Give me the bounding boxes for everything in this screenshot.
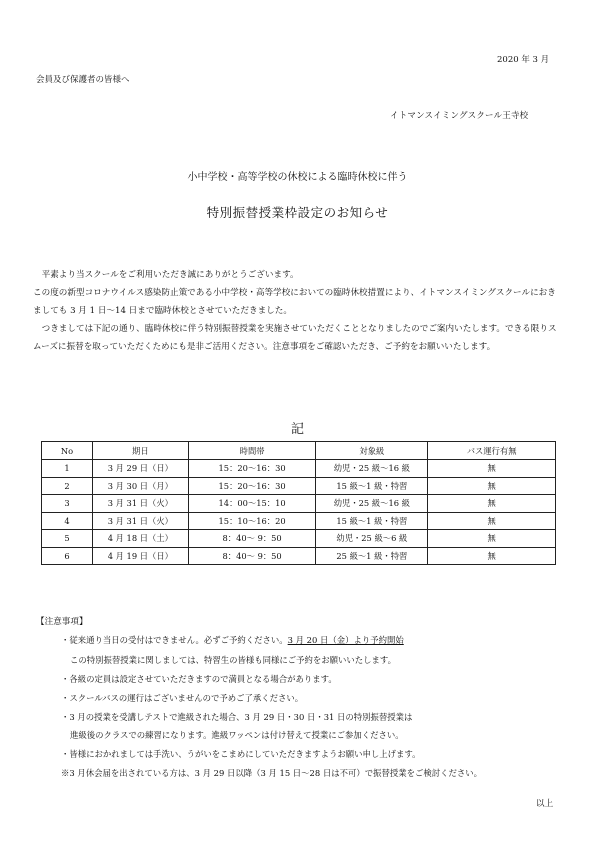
- note-item-4-continued: 進級後のクラスでの練習になります。進級ワッペンは付け替えて授業にご参加ください。: [70, 730, 404, 740]
- closing-mark: 以上: [536, 799, 554, 809]
- cell-level: 幼児・25 級～16 級: [316, 495, 428, 513]
- cell-date: 3 月 31 日（火）: [92, 495, 188, 513]
- table-row: [42, 477, 556, 495]
- cell-time: 15：20～16：30: [188, 460, 316, 478]
- cell-time: 8：40～ 9：50: [188, 547, 316, 565]
- notes-heading: 【注意事項】: [36, 617, 88, 627]
- cell-no: 5: [42, 530, 93, 548]
- body-paragraph-3: [33, 320, 563, 356]
- cell-level: 25 級～1 級・特習: [316, 547, 428, 565]
- cell-bus: 無: [428, 512, 556, 530]
- table-row: [42, 547, 556, 565]
- cell-bus: 無: [428, 530, 556, 548]
- cell-date: 4 月 19 日（日）: [92, 547, 188, 565]
- table-row: [42, 495, 556, 513]
- document-date: 2020 年 3 月: [497, 55, 550, 65]
- cell-bus: 無: [428, 547, 556, 565]
- cell-bus: 無: [428, 460, 556, 478]
- cell-time: 15：10～16：20: [188, 512, 316, 530]
- table-header-row: [42, 442, 556, 460]
- header-level: 対象級: [316, 442, 428, 460]
- note-item-6: ※3 月休会届を出されている方は、3 月 29 日以降（3 月 15 日～28 日は不可）で振替授業をご検討ください。: [61, 768, 483, 778]
- body-paragraph-1-text: 平素より当スクールをご利用いただき誠にありがとうございます。: [41, 270, 299, 280]
- note-item-1: [61, 634, 404, 646]
- cell-no: 4: [42, 512, 93, 530]
- cell-date: 4 月 18 日（土）: [92, 530, 188, 548]
- cell-time: 14：00～15：10: [188, 495, 316, 513]
- cell-level: 幼児・25 級～6 級: [316, 530, 428, 548]
- note-item-1-text: ・従来通り当日の受付はできません。必ずご予約ください。: [61, 635, 288, 645]
- header-bus: バス運行有無: [428, 442, 556, 460]
- cell-no: 3: [42, 495, 93, 513]
- note-item-1-continued: この特別振替授業に関しましては、特習生の皆様も同様にご予約をお願いいたします。: [70, 655, 396, 665]
- cell-date: 3 月 31 日（火）: [92, 512, 188, 530]
- body-paragraph-3-text: つきましては下記の通り、臨時休校に伴う特別振替授業を実施させていただくこととなりましたのでご案内いたします。できる限りスムーズに振替を取っていただくためにも是非ご活用ください。注意事項をご確認いただき、ご予約をお願いいたします。: [33, 324, 557, 352]
- reservation-start-date: 3 月 20 日（金）より予約開始: [287, 635, 404, 645]
- cell-no: 2: [42, 477, 93, 495]
- body-text: [33, 266, 563, 356]
- cell-bus: 無: [428, 477, 556, 495]
- cell-no: 1: [42, 460, 93, 478]
- cell-level: 15 級～1 級・特習: [316, 477, 428, 495]
- document-subtitle: 小中学校・高等学校の休校による臨時休校に伴う: [187, 172, 408, 183]
- cell-level: 幼児・25 級～16 級: [316, 460, 428, 478]
- cell-bus: 無: [428, 495, 556, 513]
- ki-heading: 記: [290, 422, 304, 437]
- sender-name: イトマンスイミングスクール王寺校: [390, 111, 529, 121]
- cell-level: 15 級～1 級・特習: [316, 512, 428, 530]
- body-paragraph-2: この度の新型コロナウイルス感染防止策である小中学校・高等学校においての臨時休校措置により、イトマンスイミングスクールにおきましても 3 月 1 日～14 日まで臨時休校とさせていただきました。: [33, 288, 556, 316]
- note-item-4: ・3 月の授業を受講しテストで進級された場合、3 月 29 日・30 日・31 日の特別振替授業は: [61, 712, 413, 722]
- cell-date: 3 月 30 日（月）: [92, 477, 188, 495]
- cell-time: 8：40～ 9：50: [188, 530, 316, 548]
- table-row: [42, 512, 556, 530]
- cell-date: 3 月 29 日（日）: [92, 460, 188, 478]
- header-time: 時間帯: [188, 442, 316, 460]
- body-paragraph-1: [33, 266, 563, 284]
- recipient-line: 会員及び保護者の皆様へ: [36, 75, 130, 85]
- table-row: [42, 530, 556, 548]
- schedule-table: [41, 441, 556, 565]
- header-no: No: [42, 442, 93, 460]
- note-item-5: ・皆様におかれましては手洗い、うがいをこまめにしていただきますようお願い申し上げます。: [61, 749, 421, 759]
- note-item-3: ・スクールバスの運行はございませんので予めご了承ください。: [61, 693, 304, 703]
- cell-no: 6: [42, 547, 93, 565]
- document-title: 特別振替授業枠設定のお知らせ: [206, 205, 389, 220]
- note-item-2: ・各級の定員は設定させていただきますので満員となる場合があります。: [61, 674, 337, 684]
- header-date: 期日: [92, 442, 188, 460]
- cell-time: 15：20～16：30: [188, 477, 316, 495]
- table-row: [42, 460, 556, 478]
